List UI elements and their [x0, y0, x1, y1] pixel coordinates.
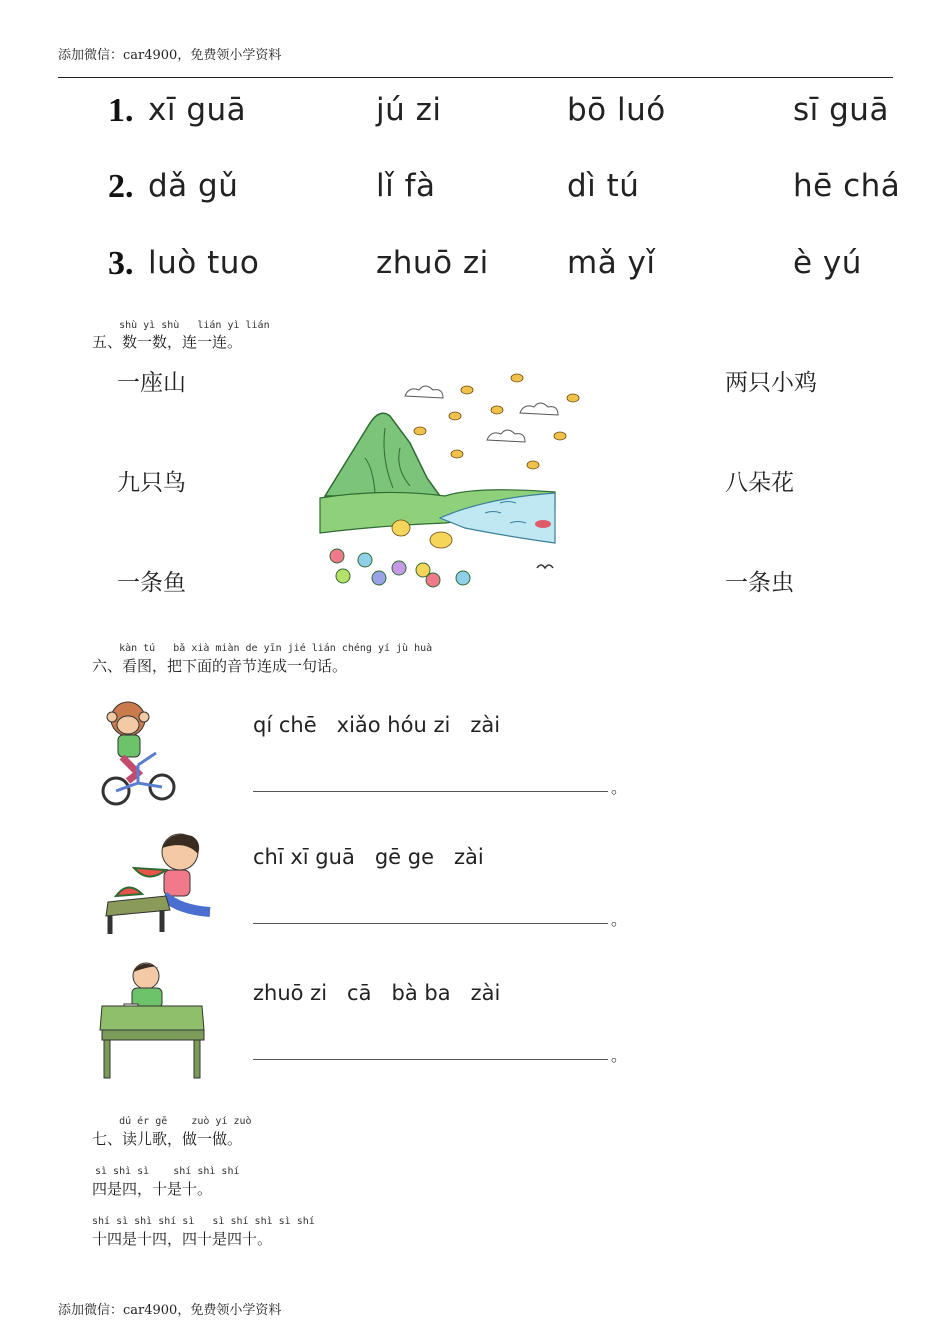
- sentence-pinyin: chī xī guā gē ge zài: [253, 845, 484, 869]
- bird-icon: [461, 386, 473, 394]
- answer-line[interactable]: [253, 791, 608, 792]
- cloud-icon: [520, 403, 558, 415]
- pinyin-word: lǐ fà: [376, 168, 436, 204]
- pinyin-word: hē chá: [793, 168, 901, 204]
- period-mark: 。: [611, 1046, 628, 1065]
- footer-note: 添加微信：car4900，免费领小学资料: [58, 1303, 282, 1318]
- poem-ruby: shí sì shì shí sì sì shí shì sì shí: [92, 1216, 315, 1227]
- right-label[interactable]: 八朵花: [725, 470, 794, 496]
- chick-icon: [430, 532, 452, 548]
- flower-icon: [330, 549, 344, 563]
- bird-icon: [511, 374, 523, 382]
- period-mark: 。: [611, 778, 628, 797]
- flower-icon: [426, 573, 440, 587]
- pinyin-word: xī guā: [148, 92, 247, 128]
- pinyin-word: mǎ yǐ: [567, 245, 656, 281]
- monkey-bike-illustration: [98, 695, 180, 810]
- right-label[interactable]: 一条虫: [725, 570, 794, 596]
- answer-line[interactable]: [253, 923, 608, 924]
- flower-icon: [336, 569, 350, 583]
- left-label[interactable]: 一座山: [117, 370, 186, 396]
- pinyin-word: jú zi: [376, 92, 442, 128]
- bird-icon: [554, 432, 566, 440]
- mountain-icon: [325, 413, 440, 496]
- row-number: 1.: [108, 92, 134, 129]
- flower-icon: [456, 571, 470, 585]
- row-number: 2.: [108, 168, 134, 205]
- pinyin-word: bō luó: [567, 92, 666, 128]
- section6-title: 六、看图，把下面的音节连成一句话。: [92, 657, 348, 675]
- answer-line[interactable]: [253, 1059, 608, 1060]
- bird-icon: [451, 450, 463, 458]
- poem-line: 十四是十四，四十是四十。: [92, 1230, 273, 1248]
- poem-ruby: sì shì sì shí shì shí: [95, 1166, 240, 1177]
- flower-icon: [392, 561, 406, 575]
- bird-icon: [567, 394, 579, 402]
- section6-ruby: kàn tú bǎ xià miàn de yīn jié lián chéng yí jù huà: [95, 643, 433, 654]
- pinyin-word: zhuō zi: [376, 245, 489, 281]
- row-number: 3.: [108, 245, 134, 282]
- section5-ruby: shù yì shù lián yì lián: [95, 320, 270, 331]
- section7-ruby: dú ér gē zuò yí zuò: [95, 1116, 252, 1127]
- header-rule: [58, 77, 893, 78]
- section5-title: 五、数一数，连一连。: [92, 333, 243, 351]
- sentence-pinyin: zhuō zi cā bà ba zài: [253, 981, 501, 1005]
- period-mark: 。: [611, 910, 628, 929]
- dad-table-illustration: [98, 960, 208, 1080]
- left-label[interactable]: 九只鸟: [117, 470, 186, 496]
- pinyin-word: dǎ gǔ: [148, 168, 239, 204]
- section7-title: 七、读儿歌，做一做。: [92, 1130, 243, 1148]
- cloud-icon: [487, 430, 525, 442]
- cloud-icon: [405, 386, 443, 398]
- bird-icon: [414, 427, 426, 435]
- header-note: 添加微信：car4900，免费领小学资料: [58, 48, 282, 63]
- worm-icon: [537, 565, 553, 568]
- pinyin-word: sī guā: [793, 92, 889, 128]
- boy-watermelon-illustration: [100, 830, 220, 938]
- pinyin-word: dì tú: [567, 168, 640, 204]
- bird-icon: [491, 406, 503, 414]
- pinyin-word: luò tuo: [148, 245, 260, 281]
- fish-icon: [535, 520, 551, 528]
- pinyin-word: è yú: [793, 245, 862, 281]
- chick-icon: [392, 520, 410, 536]
- right-label[interactable]: 两只小鸡: [725, 370, 817, 396]
- poem-line: 四是四，十是十。: [92, 1180, 213, 1198]
- bird-icon: [527, 461, 539, 469]
- counting-scene-illustration: [315, 368, 590, 608]
- sentence-pinyin: qí chē xiǎo hóu zi zài: [253, 713, 501, 737]
- bird-icon: [449, 412, 461, 420]
- flower-icon: [358, 553, 372, 567]
- left-label[interactable]: 一条鱼: [117, 570, 186, 596]
- flower-icon: [372, 571, 386, 585]
